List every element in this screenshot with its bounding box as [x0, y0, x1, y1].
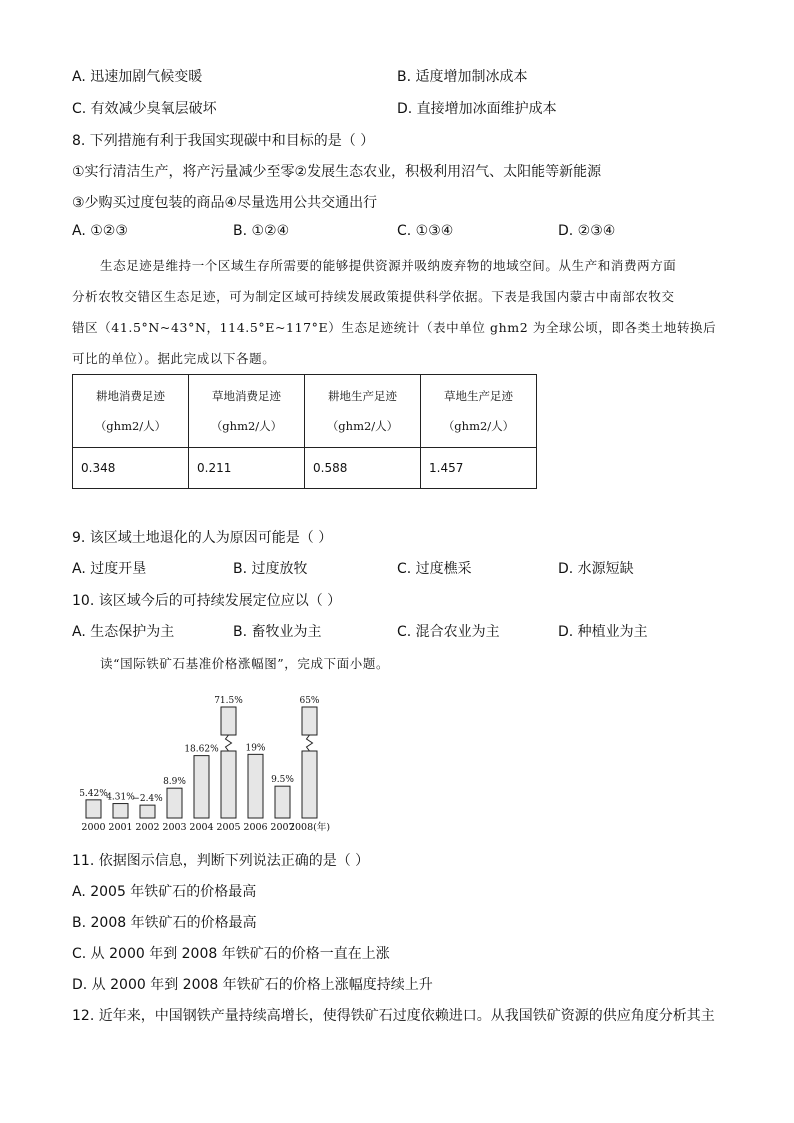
table-header-cell [305, 375, 421, 448]
bar-2008 [302, 751, 317, 818]
data-label-2007: 9.5% [271, 775, 294, 786]
chart-intro: 读“国际铁矿石基准价格涨幅图”，完成下面小题。 [100, 656, 390, 671]
q7-option-a[interactable]: A. 迅速加剧气候变暖 [72, 69, 203, 85]
q12-stem: 12. 近年来，中国钢铁产量持续高增长，使得铁矿石过度依赖进口。从我国铁矿资源的供应角度分析其主 [72, 1008, 715, 1024]
q9-option-c[interactable]: C. 过度樵采 [397, 561, 472, 577]
q7-option-d[interactable]: D. 直接增加冰面维护成本 [397, 101, 557, 117]
iron-ore-price-chart [72, 684, 362, 834]
ecological-footprint-table [72, 374, 537, 489]
axis-break-2008 [307, 735, 313, 751]
bar-2007 [275, 786, 290, 818]
bar-2006 [248, 754, 263, 818]
header-label: 草地消费足迹 [212, 389, 281, 403]
x-tick-label-2000: 2000 [81, 822, 106, 833]
q9-option-a[interactable]: A. 过度开垦 [72, 561, 147, 577]
q11-option-d[interactable]: D. 从 2000 年到 2008 年铁矿石的价格上涨幅度持续上升 [72, 977, 433, 993]
passage-line-2: 分析农牧交错区生态足迹，可为制定区域可持续发展政策提供科学依据。下表是我国内蒙古中南部农牧交 [72, 289, 675, 304]
q11-option-c[interactable]: C. 从 2000 年到 2008 年铁矿石的价格一直在上涨 [72, 946, 390, 962]
bar-2001 [113, 804, 128, 818]
q8-option-c[interactable]: C. ①③④ [397, 223, 454, 239]
header-label: 耕地消费足迹 [96, 389, 165, 403]
bar-2000 [86, 800, 101, 818]
bar-2004 [194, 756, 209, 818]
passage-line-4: 可比的单位）。据此完成以下各题。 [72, 351, 276, 366]
table-header-row [73, 375, 537, 448]
q8-item-line-1: ①实行清洁生产，将产污量减少至零②发展生态农业，积极利用沼气、太阳能等新能源 [72, 164, 602, 180]
data-label-2006: 19% [245, 743, 266, 754]
header-label: 草地生产足迹 [444, 389, 513, 403]
q10-option-a[interactable]: A. 生态保护为主 [72, 624, 175, 640]
x-tick-label-2007: 2007 [270, 822, 295, 833]
header-unit: （ghm2/人） [210, 419, 283, 433]
q11-option-a[interactable]: A. 2005 年铁矿石的价格最高 [72, 884, 257, 900]
data-label-2000: 5.42% [79, 788, 108, 799]
q10-option-c[interactable]: C. 混合农业为主 [397, 624, 500, 640]
x-tick-label-2008: 2008(年) [288, 822, 331, 833]
x-tick-label-2003: 2003 [162, 822, 187, 833]
x-tick-label-2002: 2002 [135, 822, 160, 833]
q11-option-b[interactable]: B. 2008 年铁矿石的价格最高 [72, 915, 257, 931]
q8-item-line-2: ③少购买过度包装的商品④尽量选用公共交通出行 [72, 195, 378, 211]
bar-2002 [140, 805, 155, 818]
q7-option-c[interactable]: C. 有效减少臭氧层破坏 [72, 101, 217, 117]
data-label-2005: 71.5% [214, 696, 243, 706]
data-label-2004: 18.62% [184, 744, 219, 755]
table-cell: 0.211 [189, 448, 305, 489]
data-label-2002: −2.4% [132, 794, 163, 805]
header-unit: （ghm2/人） [442, 419, 515, 433]
data-label-2003: 8.9% [163, 777, 186, 788]
table-cell: 0.348 [73, 448, 189, 489]
header-label: 耕地生产足迹 [328, 389, 397, 403]
table-header-cell [73, 375, 189, 448]
table-cell: 0.588 [305, 448, 421, 489]
q9-option-d[interactable]: D. 水源短缺 [558, 561, 634, 577]
header-unit: （ghm2/人） [94, 419, 167, 433]
q10-stem: 10. 该区域今后的可持续发展定位应以（ ） [72, 593, 342, 609]
table-header-cell [189, 375, 305, 448]
q9-option-b[interactable]: B. 过度放牧 [233, 561, 308, 577]
x-tick-label-2006: 2006 [243, 822, 268, 833]
q9-stem: 9. 该区域土地退化的人为原因可能是（ ） [72, 530, 333, 546]
q10-option-d[interactable]: D. 种植业为主 [558, 624, 648, 640]
x-tick-label-2004: 2004 [189, 822, 214, 833]
q8-option-d[interactable]: D. ②③④ [558, 223, 616, 239]
bar-2003 [167, 788, 182, 818]
table-row [73, 448, 537, 489]
q11-stem: 11. 依据图示信息，判断下列说法正确的是（ ） [72, 853, 370, 869]
table-header-cell [421, 375, 537, 448]
data-label-2001: 4.31% [106, 792, 135, 803]
bar-2005 [221, 751, 236, 818]
axis-break-2005 [226, 735, 232, 751]
q10-option-b[interactable]: B. 畜牧业为主 [233, 624, 322, 640]
passage-line-1: 生态足迹是维持一个区域生存所需要的能够提供资源并吸纳废弃物的地域空间。从生产和消费两方面 [100, 258, 677, 273]
q8-option-b[interactable]: B. ①②④ [233, 223, 290, 239]
bar-upper-2008 [302, 707, 317, 735]
x-tick-label-2005: 2005 [216, 822, 241, 833]
q7-option-b[interactable]: B. 适度增加制冰成本 [397, 69, 528, 85]
x-tick-label-2001: 2001 [108, 822, 133, 833]
table-cell: 1.457 [421, 448, 537, 489]
q8-stem: 8. 下列措施有利于我国实现碳中和目标的是（ ） [72, 133, 375, 149]
q8-option-a[interactable]: A. ①②③ [72, 223, 128, 239]
passage-line-3: 错区（41.5°N~43°N，114.5°E~117°E）生态足迹统计（表中单位 ghm2 为全球公顷，即各类土地转换后 [72, 320, 717, 335]
data-label-2008: 65% [299, 696, 320, 706]
bar-upper-2005 [221, 707, 236, 735]
header-unit: （ghm2/人） [326, 419, 399, 433]
